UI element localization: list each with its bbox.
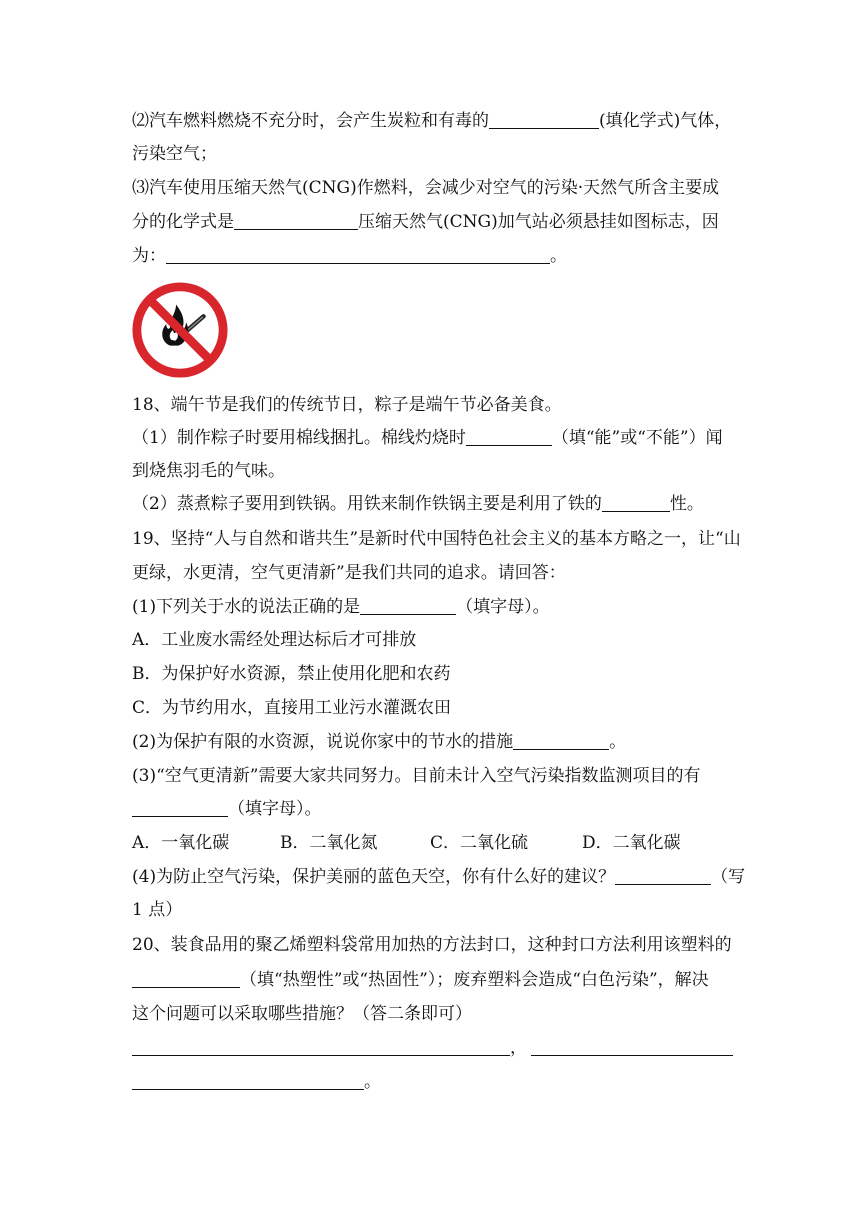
no-open-flame-sign-icon xyxy=(131,281,229,379)
q18-part1-line2 xyxy=(132,461,285,481)
q19-part4-text-a: (4)为防止空气污染，保护美丽的蓝色天空，你有什么好的建议？ xyxy=(132,867,616,887)
q19-part3-line1 xyxy=(132,766,700,786)
q18-part1-text-b: （填“能”或“不能”）闻 xyxy=(551,428,723,448)
q19-part3-option-a: A．一氧化碳 xyxy=(132,833,230,853)
q18-part2-line xyxy=(132,494,704,514)
q19-part3-text-a: (3)“空气更清新”需要大家共同努力。目前未计入空气污染指数监测项目的有 xyxy=(132,766,701,786)
q20-answer-line1 xyxy=(132,1038,733,1058)
q19-part3-text-b: （填字母）。 xyxy=(228,799,322,819)
q19-part3-option-c: C．二氧化硫 xyxy=(430,833,529,853)
q20-stem-line3 xyxy=(132,1004,472,1024)
q19-part3-option-d: D．二氧化碳 xyxy=(582,833,681,853)
q19-part3-option-b: B．二氧化氮 xyxy=(280,833,378,853)
q20-comma: ， xyxy=(510,1038,527,1058)
q18-stem xyxy=(132,395,562,415)
q19-option-a-text: A．工业废水需经处理达标后才可排放 xyxy=(132,630,417,650)
q18-part1-text-c: 到烧焦羽毛的气味。 xyxy=(132,461,285,481)
q19-part4-line1 xyxy=(132,867,745,887)
q19-part4-line2 xyxy=(132,900,182,920)
q19-part2-text-b: 。 xyxy=(609,732,627,752)
q17-part3-text-d: 为： xyxy=(132,246,166,266)
answer-blank[interactable] xyxy=(234,213,358,230)
q19-option-b-text: B．为保护好水资源，禁止使用化肥和农药 xyxy=(132,664,451,684)
q17-part3-line3 xyxy=(132,246,567,266)
q19-part1-line xyxy=(132,597,550,617)
q20-stem-text-c: 这个问题可以采取哪些措施？（答二条即可） xyxy=(132,1004,472,1024)
q17-part3-text-a: ⑶汽车使用压缩天然气(CNG)作燃料，会减少对空气的污染·天然气所含主要成 xyxy=(132,178,720,198)
answer-blank[interactable] xyxy=(166,247,550,264)
q18-part1-line1 xyxy=(132,428,723,448)
answer-blank[interactable] xyxy=(615,868,711,885)
q20-stem-text-b: （填“热塑性”或“热固性”）；废弃塑料会造成“白色污染”，解决 xyxy=(240,970,709,990)
q20-answer-line2 xyxy=(132,1072,381,1092)
q18-part1-text-a: （1）制作粽子时要用棉线捆扎。棉线灼烧时 xyxy=(132,428,466,448)
q17-part3-text-e: 。 xyxy=(550,246,567,266)
q17-part2-text-b: (填化学式)气体， xyxy=(599,111,732,131)
q19-part2-text-a: (2)为保护有限的水资源，说说你家中的节水的措施 xyxy=(132,732,514,752)
answer-blank[interactable] xyxy=(132,971,240,988)
q17-part3-text-c: 压缩天然气(CNG)加气站必须悬挂如图标志，因 xyxy=(358,212,719,232)
q17-part3-text-b: 分的化学式是 xyxy=(132,212,234,232)
q19-part3-line2 xyxy=(132,799,322,819)
q19-part3-options xyxy=(132,833,681,853)
q19-part4-text-c: 1 点） xyxy=(132,900,183,920)
q19-option-c xyxy=(132,698,451,718)
q19-option-a xyxy=(132,630,416,650)
q19-stem-line2 xyxy=(132,563,566,583)
q19-stem-text-a: 19、坚持“人与自然和谐共生”是新时代中国特色社会主义的基本方略之一，让“山 xyxy=(132,529,741,549)
q18-part2-text-b: 性。 xyxy=(669,494,704,514)
q19-part2-line xyxy=(132,732,626,752)
q17-part2-line1 xyxy=(132,111,731,131)
q20-stem-line1 xyxy=(132,935,732,955)
q17-part2-line2 xyxy=(132,144,217,164)
q18-part2-text-a: （2）蒸煮粽子要用到铁锅。用铁来制作铁锅主要是利用了铁的 xyxy=(132,494,602,514)
answer-blank[interactable] xyxy=(531,1039,733,1056)
answer-blank[interactable] xyxy=(132,1073,364,1090)
q20-stem-line2 xyxy=(132,970,709,990)
q19-stem-text-b: 更绿，水更清，空气更清新”是我们共同的追求。请回答： xyxy=(132,563,566,583)
answer-blank[interactable] xyxy=(360,598,456,615)
q18-stem-text: 18、端午节是我们的传统节日，粽子是端午节必备美食。 xyxy=(132,395,562,415)
q20-stem-text-a: 20、装食品用的聚乙烯塑料袋常用加热的方法封口，这种封口方法利用该塑料的 xyxy=(132,935,732,955)
q17-part3-line2 xyxy=(132,212,719,232)
answer-blank[interactable] xyxy=(489,112,599,129)
q19-part1-text-a: (1)下列关于水的说法正确的是 xyxy=(132,597,361,617)
q19-option-b xyxy=(132,664,451,684)
q19-part1-text-b: （填字母）。 xyxy=(456,597,550,617)
q17-part2-text-a: ⑵汽车燃料燃烧不充分时，会产生炭粒和有毒的 xyxy=(132,111,489,131)
q20-end: 。 xyxy=(364,1072,381,1092)
q19-part4-text-b: （写 xyxy=(711,867,746,887)
q17-part3-line1 xyxy=(132,178,719,198)
answer-blank[interactable] xyxy=(513,733,609,750)
answer-blank[interactable] xyxy=(466,429,552,446)
q19-stem-line1 xyxy=(132,529,741,549)
answer-blank[interactable] xyxy=(132,1039,510,1056)
q17-part2-text-c: 污染空气； xyxy=(132,144,217,164)
answer-blank[interactable] xyxy=(602,495,670,512)
answer-blank[interactable] xyxy=(132,800,228,817)
q19-option-c-text: C．为节约用水，直接用工业污水灌溉农田 xyxy=(132,698,452,718)
